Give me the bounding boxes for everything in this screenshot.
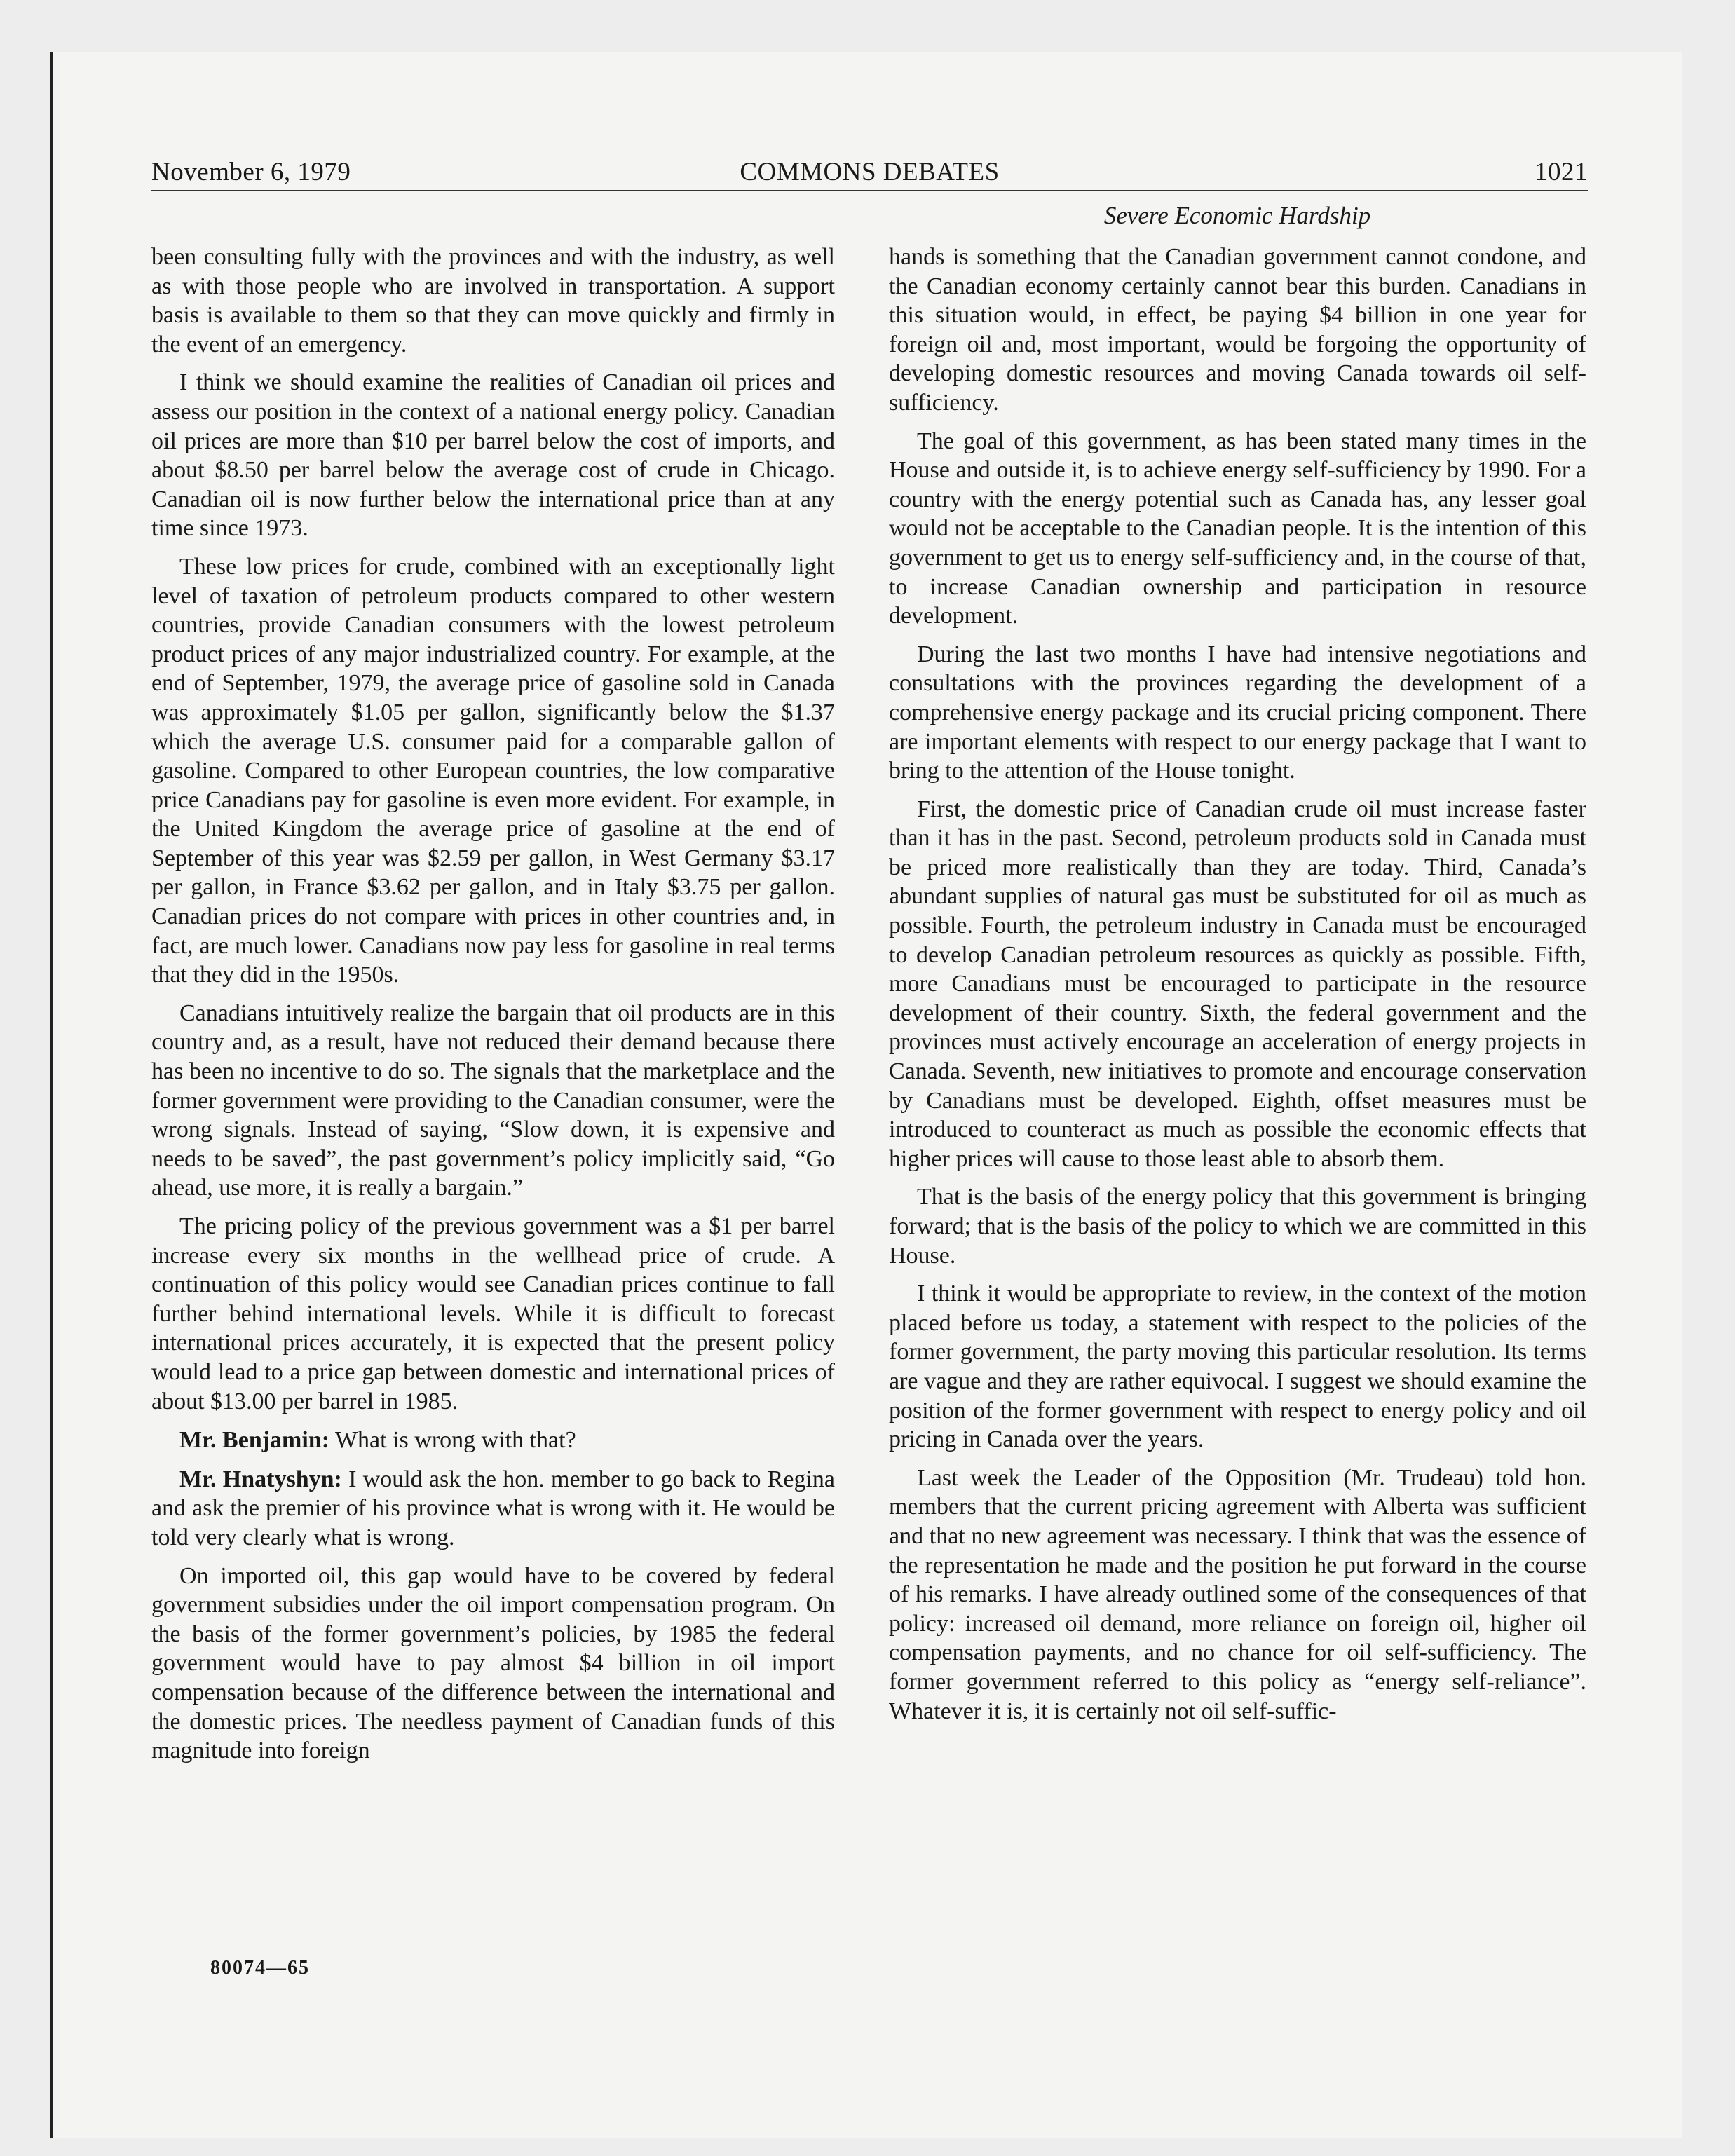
footer-code: 80074—65 [210, 1957, 310, 1979]
paragraph: hands is something that the Canadian government cannot condone, and the Canadian economy certainly cannot bear this burden. Canadians in this situation would, in effect, be paying $4 billion in one year for foreign oil and, most important, would be forgoing the opportunity of developing domestic resources and moving Canada towards oil self-sufficiency. [889, 244, 1586, 416]
header-rule [151, 190, 1588, 191]
speech-text: I would ask the hon. member to go back to Regina and ask the premier of his province what is wrong with it. He would be told very clearly what is wrong. [151, 1466, 835, 1550]
paragraph: The goal of this government, as has been stated many times in the House and outside it, is to achieve energy self-sufficiency by 1990. For a country with the energy potential such as Canada has, any lesser goal would not be acceptable to the Canadian people. It is the intention of this government to get us to energy self-sufficiency and, in the course of that, to increase Canadian ownership and participation in resource development. [889, 428, 1586, 629]
paragraph: These low prices for crude, combined with an exceptionally light level of taxation of petroleum products compared to other western countries, provide Canadian consumers with the lowest petroleum product prices of any major industrialized country. For example, at the end of September, 1979, the average price of gasoline sold in Canada was approximately $1.05 per gallon, significantly below the $1.37 which the average U.S. consumer paid for a comparable gallon of gasoline. Compared to other European countries, the low comparative price Canadians pay for gasoline is even more evident. For example, in the United Kingdom the average price of gasoline at the end of September of this year was $2.59 per gallon, in West Germany $3.17 per gallon, in France $3.62 per gallon, and in Italy $3.75 per gallon. Canadian prices do not compare with prices in other countries and, in fact, are much lower. Canadians now pay less for gasoline in real terms that they did in the 1950s. [151, 553, 835, 988]
header-page-number: 1021 [1535, 158, 1588, 186]
paragraph: I think it would be appropriate to review, in the context of the motion placed before us today, a statement with respect to the policies of the former government, the party moving this particular resolution. Its terms are vague and they are rather equivocal. I suggest we should examine the position of the former government with respect to energy policy and oil pricing in Canada over the years. [889, 1281, 1586, 1453]
running-head: Severe Economic Hardship [1103, 202, 1371, 229]
speaker-name: Mr. Benjamin: [179, 1427, 330, 1454]
paragraph: On imported oil, this gap would have to be covered by federal government subsidies under the oil import compensation program. On the basis of the former government’s policies, by 1985 the federal government would have to pay almost $4 billion in oil import compensation because of the difference between the international and the domestic prices. The needless payment of Canadian funds of this magnitude into foreign [151, 1562, 835, 1764]
speaker-name: Mr. Hnatyshyn: [179, 1466, 342, 1492]
binding-edge [50, 52, 53, 2138]
header-title: COMMONS DEBATES [740, 158, 1000, 186]
paragraph: First, the domestic price of Canadian crude oil must increase faster than it has in the past. Second, petroleum products sold in Canada must be priced more realistically than they are today. Third, Canada’s abundant supplies of natural gas must be substituted for oil as much as possible. Fourth, the petroleum industry in Canada must be encouraged to develop Canadian petroleum resources as quickly as possible. Fifth, more Canadians must be encouraged to participate in the resource development of their country. Sixth, the federal government and the provinces must actively encourage an acceleration of energy projects in Canada. Seventh, new initiatives to promote and encourage conservation by Canadians must be developed. Eighth, offset measures must be introduced to counteract as much as possible the economic effects that higher prices will cause to those least able to absorb them. [889, 796, 1586, 1172]
paragraph: Last week the Leader of the Opposition (Mr. Trudeau) told hon. members that the current pricing agreement with Alberta was sufficient and that no new agreement was necessary. I think that was the essence of the representation he made and the position he put forward in the course of his remarks. I have already outlined some of the consequences of that policy: increased oil demand, more reliance on foreign oil, higher oil compensation payments, and no chance for oil self-sufficiency. The former government referred to this policy as “energy self-reliance”. Whatever it is, it is certainly not oil self-suffic- [889, 1464, 1586, 1724]
speech-benjamin [151, 1426, 835, 1455]
paragraph: I think we should examine the realities of Canadian oil prices and assess our position in the context of a national energy policy. Canadian oil prices are more than $10 per barrel below the cost of imports, and about $8.50 per barrel below the average cost of crude in Chicago. Canadian oil is now further below the international price than at any time since 1973. [151, 369, 835, 542]
paragraph: That is the basis of the energy policy that this government is bringing forward; that is the basis of the policy to which we are committed in this House. [889, 1184, 1586, 1269]
paragraph: Canadians intuitively realize the bargain that oil products are in this country and, as a result, have not reduced their demand because there has been no incentive to do so. The signals that the marketplace and the former government were providing to the Canadian consumer, were the wrong signals. Instead of saying, “Slow down, it is expensive and needs to be saved”, the past government’s policy implicitly said, “Go ahead, use more, it is really a bargain.” [151, 999, 835, 1201]
header-date: November 6, 1979 [151, 158, 351, 186]
paragraph: During the last two months I have had intensive negotiations and consultations with the provinces regarding the development of a comprehensive energy package and its crucial pricing component. There are important elements with respect to our energy package that I want to bring to the attention of the House tonight. [889, 641, 1586, 784]
left-column [151, 243, 835, 1775]
speech-text: What is wrong with that? [334, 1427, 576, 1454]
paragraph: been consulting fully with the provinces and with the industry, as well as with those people who are involved in transportation. A support basis is available to them so that they can move quickly and firmly in the event of an emergency. [151, 244, 835, 357]
speech-hnatyshyn [151, 1465, 835, 1553]
paragraph: The pricing policy of the previous government was a $1 per barrel increase every six months in the wellhead price of crude. A continuation of this policy would see Canadian prices continue to fall further behind international levels. While it is difficult to forecast international prices accurately, it is expected that the present policy would lead to a price gap between domestic and international prices of about $13.00 per barrel in 1985. [151, 1213, 835, 1414]
right-column [889, 243, 1586, 1735]
page-header [151, 151, 1588, 191]
